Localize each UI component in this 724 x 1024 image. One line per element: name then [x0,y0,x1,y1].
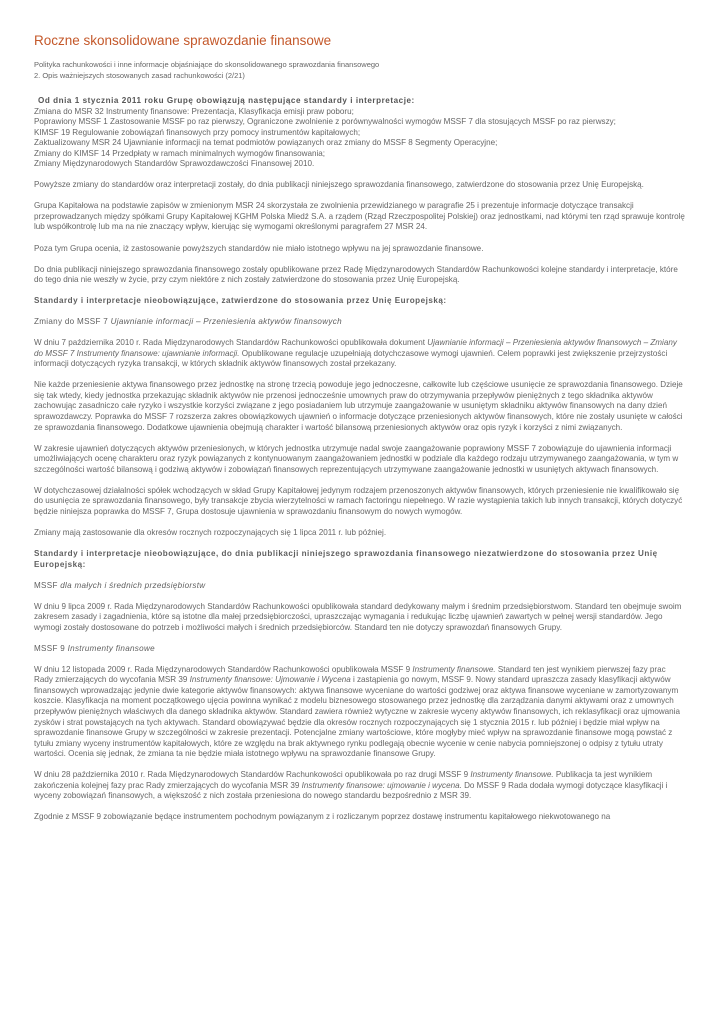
intro-item: Zmiany do KIMSF 14 Przedpłaty w ramach minimalnych wymogów finansowania; [34,148,326,158]
paragraph [34,665,686,760]
intro-item: Zmiany Międzynarodowych Standardów Sprawozdawczości Finansowej 2010. [34,159,315,169]
intro-item: Zaktualizowany MSR 24 Ujawnianie informacji na temat podmiotów powiązanych oraz zmiany do MSSF 8 Segmenty Operacyjne; [34,138,498,148]
text-run: i zastąpienia go nowym, MSSF 9. Nowy standard upraszcza zasady klasyfikacji aktywów finansowych wprowadzając jedynie dwie kategorie aktywów finansowych: aktywa finansowe wyceniane do wartości godziwej oraz aktywa finansowe wyceniane w zamortyzowanym koszcie. Klasyfikacja na moment początkowego ujęcia powinna wynikać z modelu biznesowego stosowanego przez jednostkę dla zarządzania danymi aktywami oraz z umownych przepływów pieniężnych właściwych dla danego składnika aktywów. Standard zawiera również wytyczne w zakresie wyceny aktywów finansowych, ich reklasyfikacji oraz ujmowania zysków i strat powstających na tych aktywach. Standard obowiązywać będzie dla okresów rocznych rozpoczynających się 1 stycznia 2015 r. lub później i będzie miał wpływ na sprawozdanie finansowe Grupy w szczególności w zakresie prezentacji. Potencjalne zmiany wartościowe, które mogłyby mieć wpływ na sprawozdanie finansowe mogą powstać z tytułu zmiany wyceny instrumentów kapitałowych, które ze względu na brak aktywnego rynku podlegają obecnie wycenie w cenie nabycia pomniejszonej o odpisy z tytułu utraty wartości. Ocenia się jednak, że zmiana ta nie będzie miała istotnego wpływu na sprawozdanie finansowe Grupy. [34,675,680,759]
text-run: Opublikowane regulacje uzupełniają dotychczasowe wymogi ujawnień. Celem poprawki jest zwiększenie przejrzystości informacji dotyczących ryzyka transakcji, w których składnik aktywów finansowych został przekazany. [34,348,668,369]
section-heading: Standardy i interpretacje nieobowiązujące, do dnia publikacji niniejszego sprawozdania finansowego niezatwierdzone do stosowania przez Unię Europejską: [34,548,658,569]
paragraph: W dniu 9 lipca 2009 r. Rada Międzynarodowych Standardów Rachunkowości opublikowała standard dedykowany małym i średnim przedsiębiorstwom. Standard ten obejmuje swoim zakresem zasady i zagadnienia, które są istotne dla małej przedsiębiorczości, upraszczając wymagania i redukując liczbę ujawnień zawartych w pełnej wersji standardów. Jego wymogi zostały dostosowane do potrzeb i możliwości małych i średnich przedsiębiorców. Standard ten nie dotyczy sprawozdań finansowych Grupy. [34,601,682,632]
subsection-heading [34,644,686,655]
subsection-heading [34,317,686,328]
intro-heading: Od dnia 1 stycznia 2011 roku Grupę obowiązują następujące standardy i interpretacje: [38,96,415,105]
standard-name: dla małych i średnich przedsiębiorstw [60,580,206,590]
intro-item: Zmiana do MSR 32 Instrumenty finansowe: Prezentacja, Klasyfikacja emisji praw poboru; [34,106,354,116]
breadcrumb-section: Polityka rachunkowości i inne informacje objaśniające do skonsolidowanego sprawozdania finansowego [34,60,380,69]
paragraph [34,338,686,370]
standard-code: MSSF [34,580,58,590]
standard-name: Ujawnianie informacji – Przeniesienia aktywów finansowych [110,317,342,327]
intro-item: Poprawiony MSSF 1 Zastosowanie MSSF po raz pierwszy, Ograniczone zwolnienie z porównywalności wymogów MSSF 7 dla stosujących MSSF po raz pierwszy; [34,117,616,127]
text-run: W dniu 7 października 2010 r. Rada Międzynarodowych Standardów Rachunkowości opublikowała dokument [34,338,425,348]
paragraph: Do dnia publikacji niniejszego sprawozdania finansowego zostały opublikowane przez Radę Międzynarodowych Standardów Rachunkowości kolejne standardy i interpretacje, które do tego dnia nie weszły w życie, przy czym niektóre z nich zostały zatwierdzone do stosowania przez Unię Europejską. [34,264,678,285]
subsection-heading [34,581,686,592]
standard-code: MSSF 9 [34,643,66,653]
paragraph: W dotychczasowej działalności spółek wchodzących w skład Grupy Kapitałowej jedynym rodzajem przenoszonych aktywów finansowych, których przeniesienie nie kwalifikowało się do usunięcia ze sprawozdania finansowego, były transakcje zbycia wierzytelności w ramach factoringu niepełnego. W razie wystąpienia takich lub innych transakcji, których dotyczyć będzie niniejsza poprawka do MSSF 7, Grupa dostosuje ujawnienia w sprawozdaniu finansowym do nowych wymogów. [34,485,683,516]
standard-name: Instrumenty finansowe [67,643,155,653]
document-title: Roczne skonsolidowane sprawozdanie finansowe [34,33,332,48]
text-run-italic: Instrumenty finansowe: ujmowanie i wycena. [301,780,462,790]
text-run: Publikacja ta jest wynikiem zakończenia kolejnej fazy prac Rady zmierzających do wycofania MSR 39 [34,770,653,790]
paragraph: W zakresie ujawnień dotyczących aktywów przeniesionych, w których jednostka utrzymuje nadal swoje zaangażowanie poprawiony MSSF 7 zobowiązuje do ujawnienia informacji umożliwiających ocenę charakteru oraz ryzyk powiązanych z kontynuowanym zaangażowaniem jednostki w podziale dla każdego rodzaju utrzymywanego zaangażowania, w tym w szczególności wartość bilansową i godziwą aktywów i zobowiązań finansowych reprezentujących utrzymywane zaangażowanie jednostki w usuniętych aktywach finansowych. [34,443,679,474]
paragraph [34,770,686,802]
text-run: W dniu 28 października 2010 r. Rada Międzynarodowych Standardów Rachunkowości opublikowała po raz drugi MSSF 9 [34,770,469,780]
text-run-italic: Ujawnianie informacji – Przeniesienia aktywów finansowych – Zmiany do MSSF 7 Instrumenty finansowe: ujawnianie informacji. [34,338,677,358]
paragraph: Poza tym Grupa ocenia, iż zastosowanie powyższych standardów nie miało istotnego wpływu na jej sprawozdanie finansowe. [34,243,484,253]
standard-code: Zmiany do MSSF 7 [34,317,109,327]
section-heading: Standardy i interpretacje nieobowiązujące, zatwierdzone do stosowania przez Unię Europejską: [34,296,447,306]
paragraph: Nie każde przeniesienie aktywa finansowego przez jednostkę na stronę trzecią powoduje jego jednoczesne, całkowite lub częściowe usunięcie ze sprawozdania finansowego. Dzieje się tak wtedy, kiedy jednostka przekazując składnik aktywów nie przenosi jednocześnie umownych praw do otrzymywania przepływów pieniężnych z tego składnika aktywów zachowując zasadniczo całe ryzyko i wszystkie korzyści związane z jego posiadaniem lub utrzymuje zaangażowanie w usuniętym składniku aktywów finansowych na dany dzień sprawozdawczy. Poprawka do MSSF 7 rozszerza zakres obowiązkowych ujawnień o informacje dotyczące przeniesionych aktywów finansowych, które nie zostały usunięte w całości ze sprawozdania finansowego. Dodatkowe ujawnienia obejmują charakter i wartość bilansową przeniesionych aktywów oraz opis ryzyk i korzyści z nimi związanych. [34,380,683,432]
paragraph: Powyższe zmiany do standardów oraz interpretacji zostały, do dnia publikacji niniejszego sprawozdania finansowego, zatwierdzone do stosowania przez Unię Europejską. [34,180,644,190]
text-run: Do MSSF 9 Rada dodała wymogi dotyczące klasyfikacji i wyceny zobowiązań finansowych, a większość z nich została przeniesiona do nowego standardu bezpośrednio z MSR 39. [34,780,668,801]
text-run-italic: Instrumenty finansowe. [470,770,554,780]
breadcrumb-subsection: 2. Opis ważniejszych stosowanych zasad rachunkowości (2/21) [34,70,245,80]
document-body [34,96,686,833]
paragraph: Grupa Kapitałowa na podstawie zapisów w zmienionym MSR 24 skorzystała ze zwolnienia przewidzianego w paragrafie 25 i prezentuje informacje dotyczące transakcji przeprowadzanych między spółkami Grupy Kapitałowej KGHM Polska Miedź S.A. a rządem (Rząd Rzeczpospolitej Polskiej) oraz jednostkami, nad którymi ten rząd sprawuje kontrolę lub współkontrolę lub ma na nie znaczący wpływ, kierując się wymogami określonymi paragrafem 27 MSR 24. [34,201,685,232]
breadcrumb [34,60,379,81]
paragraph: Zgodnie z MSSF 9 zobowiązanie będące instrumentem pochodnym powiązanym z i rozliczanym poprzez dostawę instrumentu kapitałowego niekwotowanego na [34,812,611,822]
text-run-italic: Instrumenty finansowe. [412,664,496,674]
text-run: W dniu 12 listopada 2009 r. Rada Międzynarodowych Standardów Rachunkowości opublikowała MSSF 9 [34,664,411,674]
paragraph: Zmiany mają zastosowanie dla okresów rocznych rozpoczynających się 1 lipca 2011 r. lub później. [34,527,387,537]
text-run: Standard ten jest wynikiem pierwszej fazy prac Rady zmierzających do wycofania MSR 39 [34,664,666,685]
intro-block [34,96,686,170]
intro-item: KIMSF 19 Regulowanie zobowiązań finansowych przy pomocy instrumentów kapitałowych; [34,127,361,137]
text-run-italic: Instrumenty finansowe: Ujmowanie i Wycena [189,675,351,685]
